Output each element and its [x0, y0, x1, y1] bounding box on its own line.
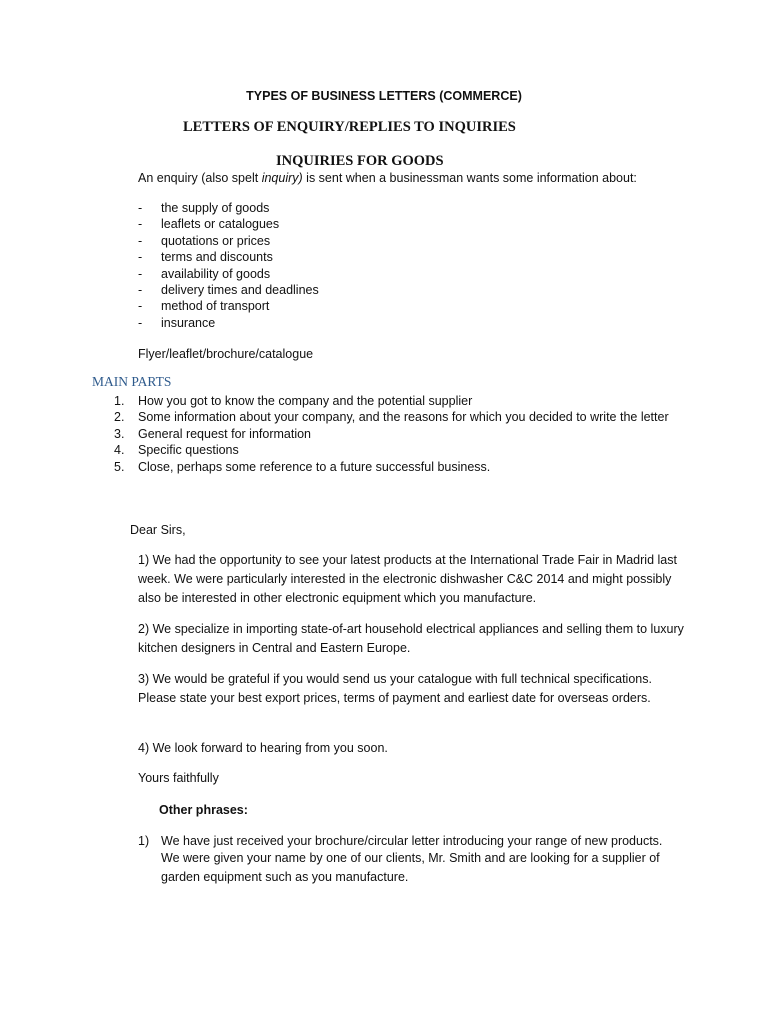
- list-item: [138, 233, 319, 249]
- intro-text-before: An enquiry (also spelt: [138, 171, 262, 185]
- intro-paragraph: [138, 170, 637, 186]
- other-phrases-heading: Other phrases:: [159, 803, 248, 817]
- list-item: [114, 442, 684, 458]
- list-item: [138, 266, 319, 282]
- list-item: [114, 393, 684, 409]
- list-item: [138, 833, 678, 887]
- intro-text-after: is sent when a businessman wants some information about:: [302, 171, 637, 185]
- section-heading: INQUIRIES FOR GOODS: [276, 153, 444, 169]
- list-item-text: How you got to know the company and the potential supplier: [138, 394, 473, 408]
- letter-paragraph: 4) We look forward to hearing from you soon.: [138, 741, 388, 755]
- document-title: TYPES OF BUSINESS LETTERS (COMMERCE): [246, 89, 522, 103]
- document-subtitle: LETTERS OF ENQUIRY/REPLIES TO INQUIRIES: [183, 119, 516, 135]
- letter-closing: Yours faithfully: [138, 771, 219, 785]
- dash-bullet: -: [138, 201, 143, 215]
- letter-paragraph: 1) We had the opportunity to see your latest products at the International Trade Fair in Madrid last week. We were particularly interested in the electronic dishwasher C&C 2014 and might possibly also be interested in other electronic equipment which you manufacture.: [138, 553, 677, 605]
- list-item-text: quotations or prices: [161, 233, 271, 248]
- list-number: 1.: [114, 394, 125, 408]
- info-list: [138, 200, 319, 331]
- letter-paragraph: 3) We would be grateful if you would send us your catalogue with full technical specifications. Please state your best export prices, terms of payment and earliest date for overseas orders.: [138, 672, 652, 705]
- phrase-text: We have just received your brochure/circular letter introducing your range of new products.: [161, 834, 663, 848]
- list-number: 2.: [114, 410, 125, 425]
- list-item-text: delivery times and deadlines: [161, 282, 319, 297]
- list-item: [138, 249, 319, 265]
- letter-greeting: Dear Sirs,: [130, 523, 186, 537]
- list-item: [138, 216, 319, 232]
- list-item-text: Some information about your company, and the reasons for which you decided to write the letter: [138, 410, 669, 425]
- list-item-text: availability of goods: [161, 266, 271, 281]
- dash-bullet: -: [138, 315, 143, 330]
- list-number: 1): [138, 834, 150, 848]
- list-number: 5.: [114, 459, 125, 474]
- list-item: [114, 409, 684, 425]
- dash-bullet: -: [138, 250, 143, 265]
- dash-bullet: -: [138, 233, 143, 248]
- dash-bullet: -: [138, 282, 143, 297]
- list-item: [138, 282, 319, 298]
- dash-bullet: -: [138, 217, 143, 232]
- list-item-text: General request for information: [138, 426, 312, 441]
- list-item: [138, 298, 319, 314]
- list-item-text: insurance: [161, 315, 216, 330]
- list-item-text: Specific questions: [138, 443, 239, 458]
- list-item: [138, 200, 319, 216]
- main-parts-heading: MAIN PARTS: [92, 374, 172, 389]
- other-phrases-list: [138, 833, 678, 887]
- list-item: [114, 459, 684, 475]
- letter-paragraph: 2) We specialize in importing state-of-art household electrical appliances and selling them to luxury kitchen designers in Central and Eastern Europe.: [138, 622, 684, 655]
- list-item-text: the supply of goods: [161, 201, 270, 215]
- list-item-text: Close, perhaps some reference to a future successful business.: [138, 459, 491, 474]
- list-item-text: terms and discounts: [161, 250, 273, 265]
- dash-bullet: -: [138, 266, 143, 281]
- dash-bullet: -: [138, 299, 143, 314]
- list-item: [114, 426, 684, 442]
- list-item-text: leaflets or catalogues: [161, 217, 280, 232]
- flyer-line: Flyer/leaflet/brochure/catalogue: [138, 347, 314, 361]
- list-item-text: method of transport: [161, 299, 270, 314]
- list-number: 4.: [114, 443, 125, 458]
- main-parts-list: [114, 393, 684, 475]
- intro-emphasis: inquiry): [261, 171, 303, 185]
- list-item: [138, 315, 319, 331]
- phrase-text: We were given your name by one of our clients, Mr. Smith and are looking for a supplier of garden equipment such as you manufacture.: [161, 851, 660, 884]
- list-number: 3.: [114, 426, 125, 441]
